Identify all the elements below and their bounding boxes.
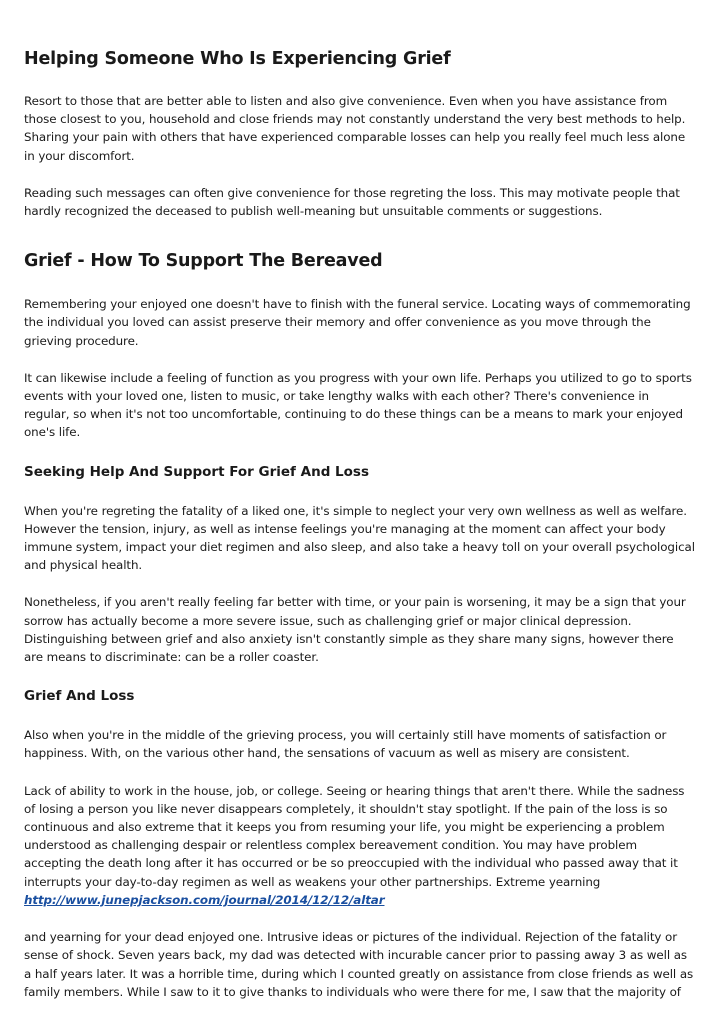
section-heading: Grief - How To Support The Bereaved bbox=[24, 251, 383, 272]
page-title: Helping Someone Who Is Experiencing Grief bbox=[24, 49, 451, 69]
paragraph: When you're regreting the fatality of a liked one, it's simple to neglect your very own wellness as well as welfare. However the tension, injury, as well as intense feelings you're managing at the moment can affect your body immune system, impact your diet regimen and also sleep, and also take a heavy toll on your overall psychological and physical health. bbox=[24, 503, 695, 573]
paragraph: and yearning for your dead enjoyed one. Intrusive ideas or pictures of the individual. Rejection of the fatality or sense of shock. Seven years back, my dad was detected with incurable cancer prior to passing away 3 as well as a half years later. It was a horrible time, during which I counted greatly on assistance from close friends as well as family members. While I saw to it to give thanks to individuals who were there for me, I saw that the majority of bbox=[24, 930, 694, 999]
section-heading: Seeking Help And Support For Grief And Loss bbox=[24, 463, 370, 480]
paragraph: Reading such messages can often give convenience for those regreting the loss. This may motivate people that hardly recognized the deceased to publish well-meaning but unsuitable comments or suggestions. bbox=[24, 185, 680, 219]
paragraph: Resort to those that are better able to listen and also give convenience. Even when you have assistance from those closest to you, household and close friends may not constantly understand the very best methods to help. Sharing your pain with others that have experienced comparable losses can help you really feel much less alone in your discomfort. bbox=[24, 94, 686, 163]
paragraph: Also when you're in the middle of the grieving process, you will certainly still have moments of satisfaction or happiness. With, on the various other hand, the sensations of vacuum as well as misery are consistent. bbox=[24, 728, 667, 761]
paragraph bbox=[24, 782, 696, 909]
paragraph: It can likewise include a feeling of function as you progress with your own life. Perhaps you utilized to go to sports events with your loved one, listen to music, or take lengthy walks with each other? There's convenience in regular, so when it's not too uncomfortable, continuing to do these things can be a means to mark your enjoyed one's life. bbox=[24, 370, 692, 440]
paragraph: Remembering your enjoyed one doesn't have to finish with the funeral service. Locating ways of commemorating the individual you loved can assist preserve their memory and offer convenience as you move through the grieving procedure. bbox=[24, 297, 691, 348]
external-link[interactable]: http://www.junepjackson.com/journal/2014/12/12/altar bbox=[24, 892, 385, 907]
paragraph: Nonetheless, if you aren't really feeling far better with time, or your pain is worsening, it may be a sign that your sorrow has actually become a more severe issue, such as challenging grief or major clinical depression. Distinguishing between grief and also anxiety isn't constantly simple as they share many signs, however there are means to discriminate: can be a roller coaster. bbox=[24, 595, 686, 665]
section-heading: Grief And Loss bbox=[24, 688, 135, 705]
paragraph-text: Lack of ability to work in the house, job, or college. Seeing or hearing things that aren't there. While the sadness of losing a person you like never disappears completely, it shouldn't stay spotlight. If the pain of the loss is so continuous and also extreme that it keeps you from resuming your life, you might be experiencing a problem understood as challenging despair or relentless complex bereavement condition. You may have problem accepting the death long after it has occurred or be so preoccupied with the individual who passed away that it interrupts your day-to-day regimen as well as weakens your other partnerships. Extreme yearning bbox=[24, 783, 685, 889]
